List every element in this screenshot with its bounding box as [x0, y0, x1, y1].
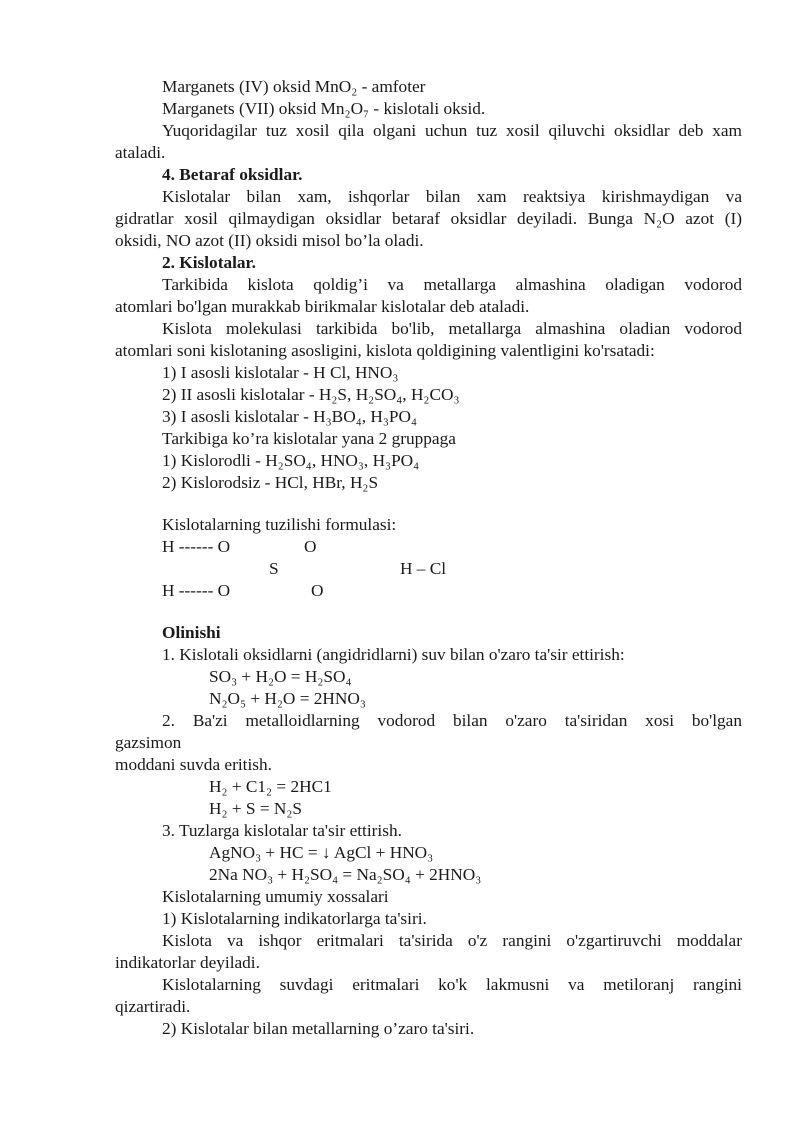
text-line: atomlari soni kislotaning asosligini, kislota qoldigining valentligini ko'rsatadi: — [115, 341, 655, 360]
text-line: oksidi, NO azot (II) oksidi misol bo’la oladi. — [115, 231, 424, 250]
section-heading: 4. Betaraf oksidlar. — [162, 165, 303, 184]
equation: H₂ + C1₂ = 2HC1 — [209, 777, 332, 796]
list-item: 3) I asosli kislotalar - H₃BO₄, H₃PO₄ — [162, 407, 417, 426]
text-line: qizartiradi. — [115, 997, 191, 1016]
text-line: 2. Ba'zi metalloidlarning vodorod bilan o'zaro ta'siridan xosi bo'lgan — [162, 711, 742, 730]
formula-part: S — [269, 559, 279, 578]
formula-part: H ------ O — [162, 537, 231, 556]
equation: 2Na NO₃ + H₂SO₄ = Na₂SO₄ + 2HNO₃ — [209, 865, 482, 884]
text-line: indikatorlar deyiladi. — [115, 953, 260, 972]
equation: H₂ + S = N₂S — [209, 799, 303, 818]
text-line: atomlari bo'lgan murakkab birikmalar kislotalar deb ataladi. — [115, 297, 530, 316]
section-heading: 2. Kislotalar. — [162, 253, 256, 272]
text-line: gazsimon — [115, 733, 182, 752]
text-line: ataladi. — [115, 143, 166, 162]
text-line: Tarkibiga ko’ra kislotalar yana 2 gruppaga — [162, 429, 456, 448]
text-line: Kislotalarning suvdagi eritmalari ko'k lakmusni va metiloranj rangini — [162, 975, 742, 994]
text-line: gidratlar xosil qilmaydigan oksidlar betaraf oksidlar deyiladi. Bunga N₂O azot (I) — [115, 209, 742, 228]
list-item: 1) I asosli kislotalar - H Cl, HNO₃ — [162, 363, 399, 382]
list-item: 2) Kislorodsiz - HCl, HBr, H₂S — [162, 473, 379, 492]
formula-part: O — [304, 537, 317, 556]
text-line: Tarkibida kislota qoldig’i va metallarga almashina oladigan vodorod — [162, 275, 742, 294]
formula-part: H ------ O — [162, 581, 231, 600]
list-item: 2) II asosli kislotalar - H₂S, H₂SO₄, H₂CO₃ — [162, 385, 460, 404]
text-line: Marganets (IV) oksid MnO₂ - amfoter — [162, 77, 426, 96]
text-line: moddani suvda eritish. — [115, 755, 272, 774]
equation: AgNO₃ + HC = ↓ AgCl + HNO₃ — [209, 843, 434, 862]
text-line: 1) Kislotalarning indikatorlarga ta'siri. — [162, 909, 427, 928]
text-line: Kislotalarning umumiy xossalari — [162, 887, 389, 906]
text-line: Marganets (VII) oksid Mn₂O₇ - kislotali oksid. — [162, 99, 486, 118]
equation: N₂O₅ + H₂O = 2HNO₃ — [209, 689, 366, 708]
text-line: Kislota va ishqor eritmalari ta'sirida o'z rangini o'zgartiruvchi moddalar — [162, 931, 742, 950]
text-line: 3. Tuzlarga kislotalar ta'sir ettirish. — [162, 821, 402, 840]
equation: SO₃ + H₂O = H₂SO₄ — [209, 667, 352, 686]
text-line: Kislotalarning tuzilishi formulasi: — [162, 515, 397, 534]
list-item: 1) Kislorodli - H₂SO₄, HNO₃, H₃PO₄ — [162, 451, 420, 470]
formula-part: O — [311, 581, 324, 600]
text-line: Kislota molekulasi tarkibida bo'lib, metallarga almashina oladian vodorod — [162, 319, 742, 338]
formula-part: H – Cl — [400, 559, 447, 578]
text-line: 2) Kislotalar bilan metallarning o’zaro ta'siri. — [162, 1019, 475, 1038]
text-line: 1. Kislotali oksidlarni (angidridlarni) suv bilan o'zaro ta'sir ettirish: — [162, 645, 625, 664]
text-line: Kislotalar bilan xam, ishqorlar bilan xam reaktsiya kirishmaydigan va — [162, 187, 742, 206]
section-heading: Olinishi — [162, 623, 221, 642]
text-line: Yuqoridagilar tuz xosil qila olgani uchun tuz xosil qiluvchi oksidlar deb xam — [162, 121, 742, 140]
